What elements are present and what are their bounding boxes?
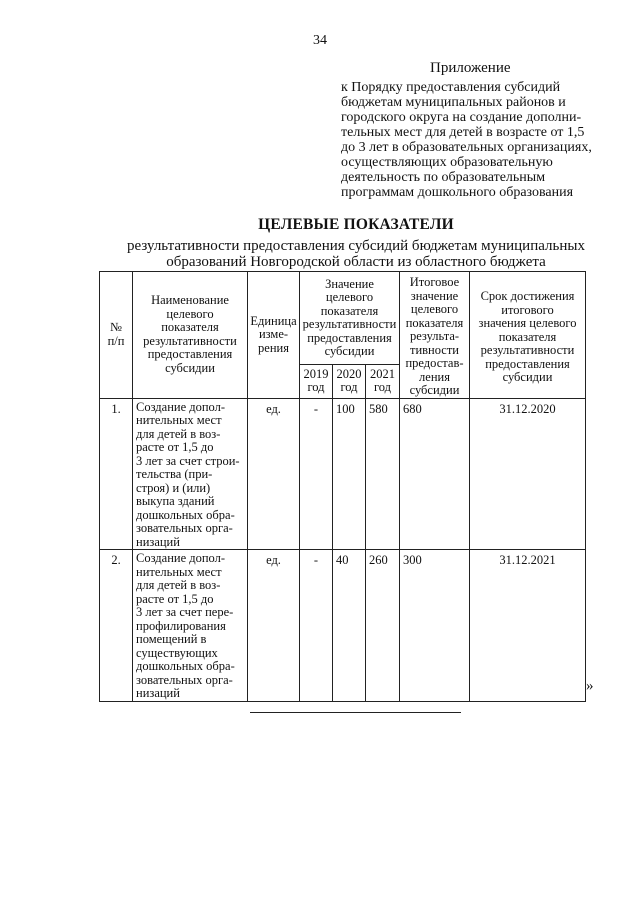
text-line: тельства (при- — [136, 467, 213, 481]
text-line: показателя — [405, 315, 464, 330]
appendix-line: осуществляющих образовательную — [341, 155, 553, 170]
subtitle-line: результативности предоставления субсидий бюджетам муниципальных — [127, 238, 585, 254]
row-value-2021: 580 — [366, 398, 400, 550]
header-year-2021 — [366, 365, 400, 398]
text-line: низаций — [136, 686, 180, 700]
text-line: предоставления — [147, 347, 233, 362]
text-line: для детей в воз- — [136, 578, 221, 592]
row-num: 2. — [100, 550, 133, 702]
document-title: ЦЕЛЕВЫЕ ПОКАЗАТЕЛИ — [258, 216, 454, 233]
text-line: значения целевого — [478, 316, 577, 330]
text-line: целевого — [166, 306, 214, 321]
text-line: дошкольных обра- — [136, 659, 235, 673]
text-line: целевого — [410, 302, 459, 316]
text-line: результативности — [143, 333, 237, 348]
text-line: изме- — [258, 327, 289, 341]
text-line: год — [307, 380, 325, 395]
text-line: результа- — [409, 329, 460, 343]
text-line: п/п — [107, 333, 125, 348]
text-line: 3 лет за счет строи- — [136, 453, 240, 468]
text-line: предостав- — [405, 356, 464, 370]
row-name — [133, 398, 248, 550]
text-line: субсидии — [324, 344, 375, 359]
text-line: профилирования — [136, 618, 226, 633]
text-line: № — [110, 320, 122, 335]
appendix-line: программам дошкольного образования — [341, 185, 574, 200]
appendix-body — [341, 80, 611, 200]
appendix-line: до 3 лет в образовательных организациях, — [341, 140, 592, 155]
text-line: 3 лет за счет пере- — [136, 605, 234, 619]
text-line: итогового — [501, 302, 554, 317]
appendix-line: городского округа на создание дополни- — [341, 110, 582, 125]
text-line: результативности — [302, 317, 397, 332]
table-row — [100, 398, 586, 550]
text-line: предоставления — [307, 330, 392, 345]
separator-line — [250, 712, 461, 713]
text-line: 2021 — [370, 366, 395, 381]
subtitle-line: образований Новгородской области из областного бюджета — [166, 254, 546, 270]
header-year-2019 — [300, 365, 333, 398]
text-line: Создание допол- — [136, 551, 226, 565]
appendix-line: к Порядку предоставления субсидий — [341, 80, 561, 95]
text-line: показателя — [498, 329, 557, 344]
text-line: расте от 1,5 до — [136, 440, 214, 454]
text-line: Создание допол- — [136, 399, 226, 414]
text-line: нительных мест — [136, 413, 222, 427]
text-line: год — [340, 380, 358, 395]
header-value-group — [300, 272, 400, 365]
text-line: строя) и (или) — [136, 480, 211, 495]
text-line: помещений в — [136, 632, 207, 646]
text-line: Срок достижения — [480, 289, 575, 303]
text-line: Значение — [325, 276, 374, 291]
appendix-line: бюджетам муниципальных районов и — [341, 95, 566, 110]
text-line: показателя — [161, 320, 219, 335]
text-line: выкупа зданий — [136, 494, 215, 508]
appendix-line: тельных мест для детей в возрасте от 1,5 — [341, 125, 585, 140]
text-line: значение — [410, 288, 459, 303]
text-line: Наименование — [151, 293, 229, 308]
text-line: субсидии — [409, 383, 460, 397]
header-total — [400, 272, 470, 399]
text-line: существующих — [136, 645, 218, 660]
text-line: Единица — [250, 313, 297, 328]
row-deadline: 31.12.2020 — [470, 398, 586, 550]
text-line: 2020 — [336, 366, 362, 381]
text-line: нительных мест — [136, 564, 222, 579]
row-name — [133, 550, 248, 702]
text-line: зовательных орга- — [136, 521, 233, 535]
text-line: предоставления — [485, 356, 570, 371]
page-number: 34 — [313, 33, 327, 48]
header-unit — [248, 272, 300, 399]
text-line: субсидии — [165, 360, 215, 375]
row-value-2019: - — [300, 398, 333, 550]
text-line: субсидии — [502, 370, 553, 384]
header-deadline — [470, 272, 586, 399]
row-deadline: 31.12.2021 — [470, 550, 586, 702]
table-row — [100, 550, 586, 702]
text-line: результативности — [480, 343, 575, 357]
header-name — [133, 272, 248, 399]
row-value-2020: 40 — [333, 550, 366, 702]
document-subtitle — [0, 238, 640, 270]
text-line: дошкольных обра- — [136, 507, 235, 522]
row-total: 680 — [400, 398, 470, 550]
row-unit: ед. — [248, 398, 300, 550]
indicators-table — [99, 271, 586, 702]
text-line: показателя — [320, 303, 379, 318]
appendix-line: деятельность по образовательным — [341, 170, 546, 185]
row-value-2021: 260 — [366, 550, 400, 702]
text-line: целевого — [325, 290, 374, 305]
text-line: ления — [419, 369, 450, 384]
row-unit: ед. — [248, 550, 300, 702]
row-value-2019: - — [300, 550, 333, 702]
row-total: 300 — [400, 550, 470, 702]
header-year-2020 — [333, 365, 366, 398]
text-line: для детей в воз- — [136, 426, 221, 441]
text-line: Итоговое — [409, 275, 460, 289]
text-line: зовательных орга- — [136, 672, 233, 687]
text-line: рения — [258, 340, 289, 355]
closing-quote: » — [586, 678, 594, 694]
appendix-title: Приложение — [430, 60, 511, 76]
text-line: тивности — [409, 342, 459, 357]
text-line: 2019 — [303, 366, 329, 381]
text-line: расте от 1,5 до — [136, 591, 214, 606]
row-value-2020: 100 — [333, 398, 366, 550]
text-line: год — [373, 380, 392, 395]
row-num: 1. — [100, 398, 133, 550]
header-num — [100, 272, 133, 399]
text-line: низаций — [136, 534, 180, 549]
